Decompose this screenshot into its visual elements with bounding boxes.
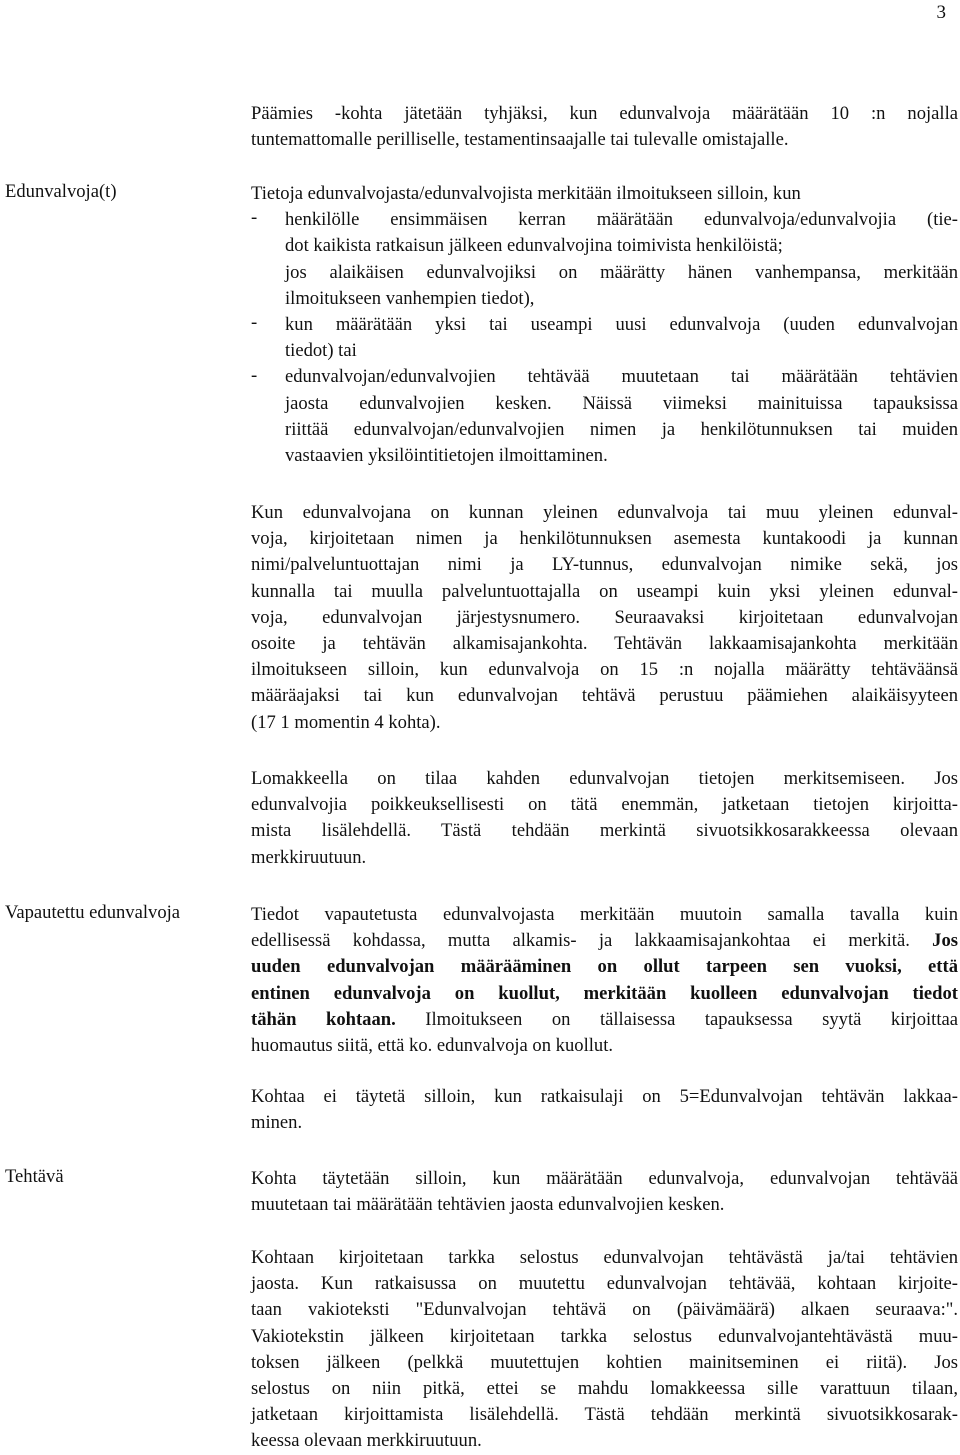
- text-line: [251, 1007, 958, 1033]
- bullet-line: edunvalvojan/edunvalvojien tehtävää muutetaan tai määrätään tehtävien: [285, 366, 958, 388]
- text-run: Ilmoitukseen on tällaisessa tapauksessa syytä kirjoittaa: [425, 1008, 958, 1030]
- bold-run: tähän kohtaan.: [251, 1008, 396, 1030]
- text-line: Lomakkeella on tilaa kahden edunvalvojan tietojen merkitsemiseen. Jos: [251, 768, 958, 789]
- text-line: voja, kirjoitetaan nimen ja henkilötunnuksen asemesta kuntakoodi ja kunnan: [251, 528, 958, 550]
- text-line: ilmoitukseen silloin, kun edunvalvoja on 15 :n nojalla määrätty tehtäväänsä: [251, 659, 958, 681]
- text-line: toksen jälkeen (pelkkä muutettujen kohtien mainitseminen ei riitä). Jos: [251, 1351, 958, 1373]
- paragraph-tehtavan-selostus: [251, 1245, 958, 1455]
- text-line: Kun edunvalvojana on kunnan yleinen edunvalvoja tai muu yleinen edunval-: [251, 502, 958, 523]
- bold-line: uuden edunvalvojan määrääminen on ollut tarpeen sen vuoksi, että: [251, 956, 958, 978]
- side-label-edunvalvojat: Edunvalvoja(t): [5, 181, 117, 202]
- bullet-line: jos alaikäisen edunvalvojiksi on määrätty hänen vanhempansa, merkitään: [285, 261, 958, 283]
- side-label-tehtava: Tehtävä: [5, 1166, 64, 1187]
- text-line: muutetaan tai määrätään tehtävien jaosta edunvalvojien kesken.: [251, 1194, 725, 1216]
- side-label-vapautettu: Vapautettu edunvalvoja: [5, 902, 181, 923]
- text-line: minen.: [251, 1112, 303, 1134]
- bullet-line: kun määrätään yksi tai useampi uusi edunvalvoja (uuden edunvalvojan: [285, 314, 958, 336]
- text-line: Tietoja edunvalvojasta/edunvalvojista merkitään ilmoitukseen silloin, kun: [251, 183, 801, 204]
- bullet-line: ilmoitukseen vanhempien tiedot),: [285, 287, 535, 309]
- bullet-line: tiedot) tai: [285, 340, 357, 362]
- text-line: merkkiruutuun.: [251, 846, 367, 868]
- paragraph-kunnan-edunvalvoja: [251, 500, 958, 736]
- text-line: tuntemattomalle perilliselle, testamentinsaajalle tai tulevalle omistajalle.: [251, 129, 789, 151]
- paragraph-kohtaa-ei-tayteta: [251, 1084, 958, 1136]
- text-line: Päämies -kohta jätetään tyhjäksi, kun edunvalvoja määrätään 10 :n nojalla: [251, 103, 958, 124]
- bold-line: entinen edunvalvoja on kuollut, merkitään kuolleen edunvalvojan tiedot: [251, 982, 958, 1004]
- text-line: keessa olevaan merkkiruutuun.: [251, 1430, 482, 1452]
- paragraph-edunvalvoja-tiedot: [251, 181, 958, 469]
- bold-run: Jos: [932, 930, 958, 952]
- text-line: jatketaan kirjoittamista lisälehdellä. Tästä tehdään merkintä sivuotsikkosarak-: [251, 1404, 958, 1426]
- bullet-line: vastaavien yksilöintitietojen ilmoittaminen.: [285, 445, 608, 467]
- text-line: taan vakioteksti "Edunvalvojan tehtävä on (päivämäärä) alkaen seuraava:".: [251, 1299, 958, 1321]
- text-line: [251, 928, 958, 954]
- text-line: osoite ja tehtävän alkamisajankohta. Tehtävän lakkaamisajankohta merkitään: [251, 633, 958, 655]
- text-line: Tiedot vapautetusta edunvalvojasta merkitään muutoin samalla tavalla kuin: [251, 904, 958, 925]
- text-line: kunnalla tai muulla palveluntuottajalla on useampi kuin yksi yleinen edunval-: [251, 580, 958, 602]
- paragraph-paamies: [251, 101, 958, 153]
- bullet-line: henkilölle ensimmäisen kerran määrätään edunvalvoja/edunvalvojia (tie-: [285, 209, 958, 231]
- text-line: määräajaksi tai kun edunvalvojan tehtävä perustuu päämiehen alaikäisyyteen: [251, 685, 958, 707]
- text-line: Kohtaan kirjoitetaan tarkka selostus edunvalvojan tehtävästä ja/tai tehtävien: [251, 1247, 958, 1268]
- text-line: jaosta. Kun ratkaisussa on muutettu edunvalvojan tehtävää, kohtaan kirjoite-: [251, 1273, 958, 1295]
- paragraph-tehtava-kohta: [251, 1166, 958, 1218]
- bullet-dash: -: [251, 312, 258, 333]
- page-number: 3: [936, 2, 946, 23]
- bullet-line: riittää edunvalvojan/edunvalvojien nimen ja henkilötunnuksen tai muiden: [285, 418, 958, 440]
- text-line: selostus on niin pitkä, ettei se mahdu lomakkeessa sille varattuun tilaan,: [251, 1378, 958, 1400]
- text-run: edellisessä kohdassa, mutta alkamis- ja lakkaamisajankohtaa ei merkitä.: [251, 930, 910, 952]
- text-line: nimi/palveluntuottajan nimi ja LY-tunnus, edunvalvojan nimike sekä, jos: [251, 554, 958, 576]
- paragraph-lomakkeen-tila: [251, 766, 958, 871]
- text-line: Vakiotekstin jälkeen kirjoitetaan tarkka selostus edunvalvojantehtävästä muu-: [251, 1325, 958, 1347]
- text-line: Kohtaa ei täytetä silloin, kun ratkaisulaji on 5=Edunvalvojan tehtävän lakkaa-: [251, 1086, 958, 1107]
- text-line: (17 1 momentin 4 kohta).: [251, 711, 441, 733]
- text-line: edunvalvojia poikkeuksellisesti on tätä enemmän, jatketaan tietojen kirjoitta-: [251, 794, 958, 816]
- text-line: voja, edunvalvojan järjestysnumero. Seuraavaksi kirjoitetaan edunvalvojan: [251, 606, 958, 628]
- text-line: huomautus siitä, että ko. edunvalvoja on kuollut.: [251, 1035, 614, 1057]
- bullet-dash: -: [251, 365, 258, 386]
- bullet-line: jaosta edunvalvojien kesken. Näissä viimeksi mainituissa tapauksissa: [285, 392, 958, 414]
- text-line: Kohta täytetään silloin, kun määrätään edunvalvoja, edunvalvojan tehtävää: [251, 1168, 958, 1189]
- bullet-dash: -: [251, 207, 258, 228]
- paragraph-vapautettu: [251, 902, 958, 1059]
- text-line: mista lisälehdellä. Tästä tehdään merkintä sivuotsikkosarakkeessa olevaan: [251, 820, 958, 842]
- bullet-line: dot kaikista ratkaisun jälkeen edunvalvojina toimivista henkilöistä;: [285, 235, 783, 257]
